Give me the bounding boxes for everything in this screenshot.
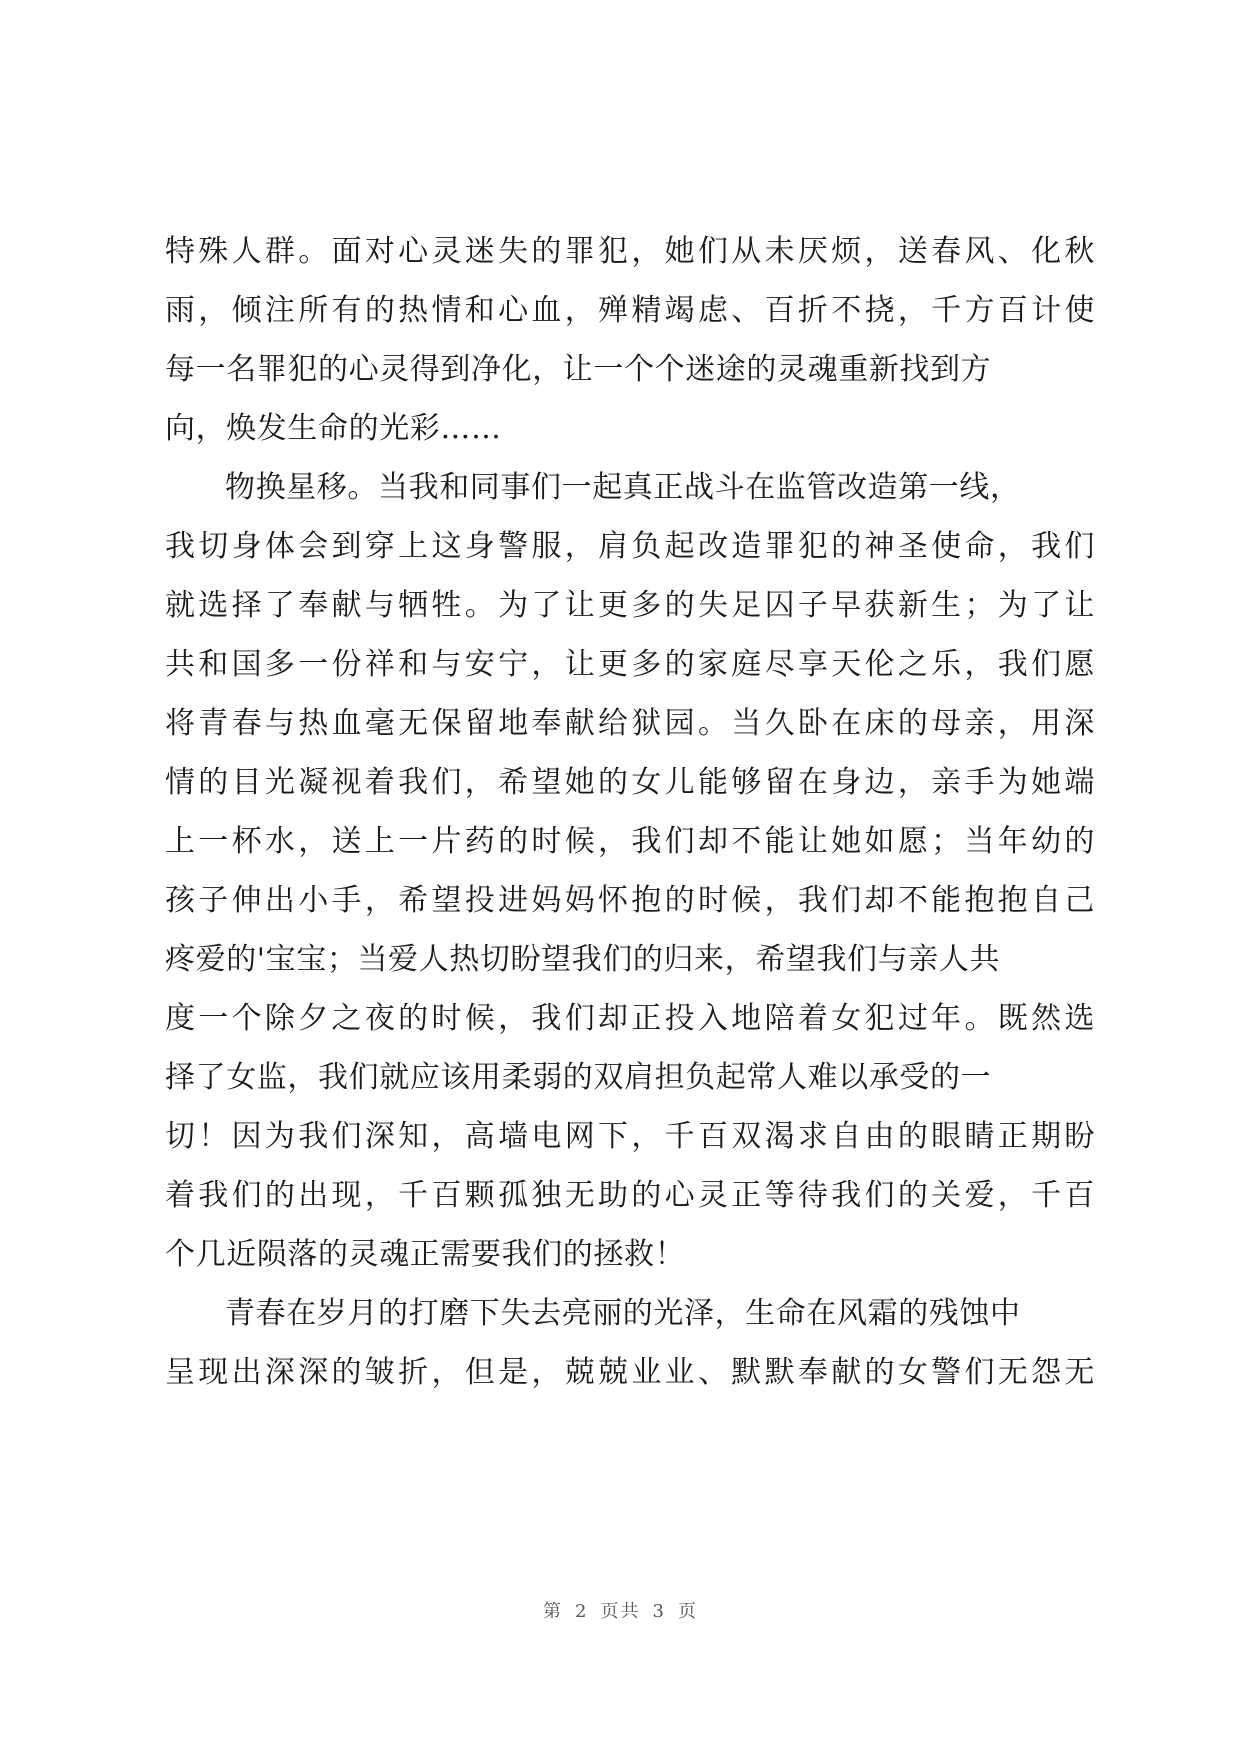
text-line: 呈现出深深的皱折，但是，兢兢业业、默默奉献的女警们无怨无	[165, 1355, 1095, 1390]
paragraph-first-line: 青春在岁月的打磨下失去亮丽的光泽，生命在风霜的残蚀中	[225, 1296, 1021, 1331]
footer-suffix: 页	[677, 1601, 698, 1622]
text-line: 每一名罪犯的心灵得到净化，让一个个迷途的灵魂重新找到方	[165, 352, 992, 387]
text-line: 情的目光凝视着我们，希望她的女儿能够留在身边，亲手为她端	[165, 765, 1095, 800]
footer-current-page: 2	[575, 1601, 589, 1622]
text-line: 将青春与热血毫无保留地奉献给狱园。当久卧在床的母亲，用深	[165, 706, 1095, 741]
text-line: 我切身体会到穿上这身警服，肩负起改造罪犯的神圣使命，我们	[165, 529, 1095, 564]
text-line: 就选择了奉献与牺牲。为了让更多的失足囚子早获新生；为了让	[165, 588, 1095, 623]
text-line: 度一个除夕之夜的时候，我们却正投入地陪着女犯过年。既然选	[165, 1001, 1095, 1036]
paragraph-first-line: 物换星移。当我和同事们一起真正战斗在监管改造第一线，	[225, 470, 1021, 505]
text-line: 择了女监，我们就应该用柔弱的双肩担负起常人难以承受的一	[165, 1060, 992, 1095]
text-line: 个几近陨落的灵魂正需要我们的拯救！	[165, 1237, 686, 1272]
text-line: 着我们的出现，千百颗孤独无助的心灵正等待我们的关爱，千百	[165, 1178, 1095, 1213]
page-footer	[0, 1597, 1241, 1623]
text-line: 向，焕发生命的光彩……	[165, 411, 502, 446]
text-line: 切！因为我们深知，高墙电网下，千百双渴求自由的眼睛正期盼	[165, 1119, 1095, 1154]
text-line: 上一杯水，送上一片药的时候，我们却不能让她如愿；当年幼的	[165, 824, 1095, 859]
document-body	[165, 222, 1095, 1402]
text-line: 孩子伸出小手，希望投进妈妈怀抱的时候，我们却不能抱抱自己	[165, 883, 1095, 918]
text-line: 共和国多一份祥和与安宁，让更多的家庭尽享天伦之乐，我们愿	[165, 647, 1095, 682]
text-line: 疼爱的'宝宝；当爱人热切盼望我们的归来，希望我们与亲人共	[165, 942, 1001, 977]
text-line: 特殊人群。面对心灵迷失的罪犯，她们从未厌烦，送春风、化秋	[165, 234, 1095, 269]
footer-prefix: 第	[543, 1601, 564, 1622]
text-line: 雨，倾注所有的热情和心血，殚精竭虑、百折不挠，千方百计使	[165, 293, 1095, 328]
footer-middle: 页共	[600, 1601, 641, 1622]
footer-total-pages: 3	[652, 1601, 666, 1622]
